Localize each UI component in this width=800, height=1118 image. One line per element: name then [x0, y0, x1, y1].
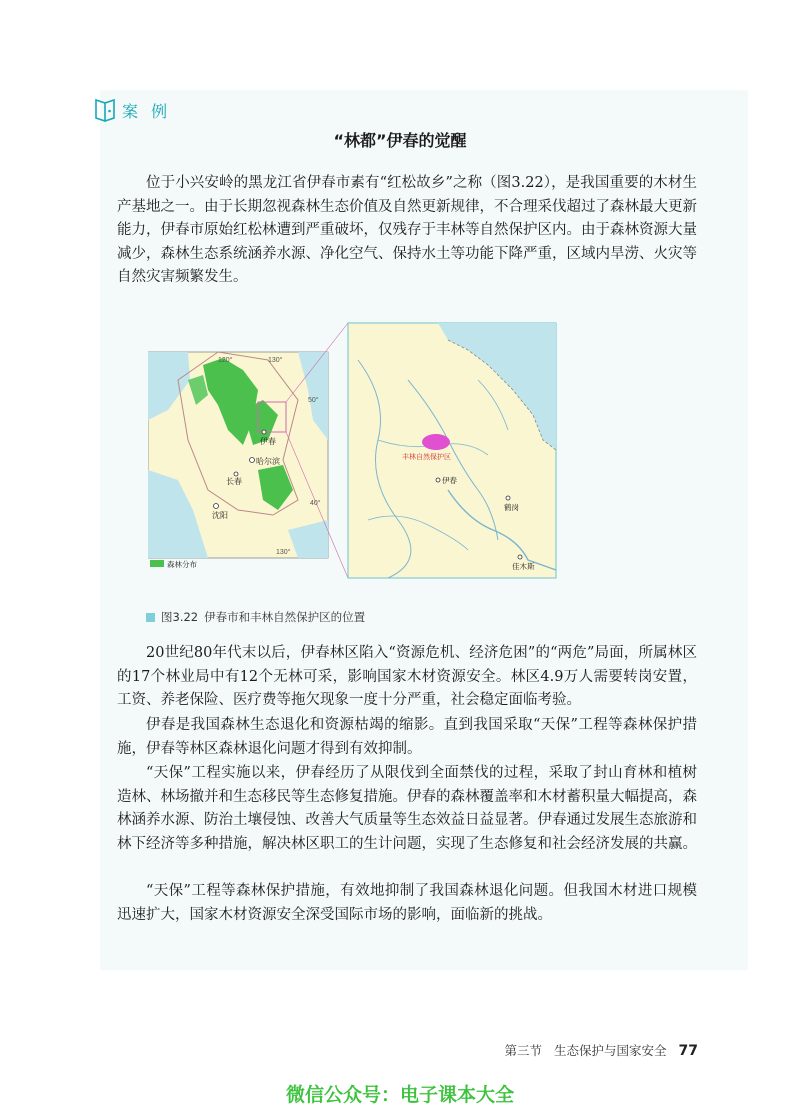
footer-section: 第三节: [504, 1043, 542, 1058]
page-number: 77: [678, 1043, 698, 1059]
label-jiamusi: 佳木斯: [512, 562, 535, 571]
label-lat-50: 50°: [308, 397, 319, 404]
paragraph-epitome: 伊春是我国森林生态退化和资源枯竭的缩影。直到我国采取“天保”工程等森林保护措施，伊春等林区森林退化问题才得到有效抑制。: [117, 717, 697, 757]
label-lon-130-bottom: 130°: [276, 549, 291, 556]
paragraph-restoration: “天保”工程实施以来，伊春经历了从限伐到全面禁伐的过程，采取了封山育林和植树造林、林场撤并和生态移民等生态修复措施。伊春的森林覆盖率和木材蓄积量大幅提高，森林涵养水源、防治土壤侵蚀、改善大气质量等生态效益日益显著。伊春通过发展生态旅游和林下经济等多种措施，解决林区职工的生计问题，实现了生态修复和社会经济发展的共赢。: [117, 765, 697, 852]
label-reserve: 丰林自然保护区: [402, 453, 451, 461]
figure-caption: [146, 609, 365, 625]
book-icon: [94, 97, 116, 123]
paragraph-challenge: “天保”工程等森林保护措施，有效地抑制了我国森林退化问题。但我国木材进口规模迅速扩大，国家木材资源安全深受国际市场的影响，面临新的挑战。: [117, 883, 697, 923]
caption-figure-number: 图3.22: [161, 610, 199, 624]
label-yichun-large: 伊春: [442, 476, 457, 485]
detail-map: [348, 323, 556, 578]
map-figure: [148, 320, 560, 582]
article-title: “林都”伊春的觉醒: [333, 131, 467, 150]
reserve-area: [422, 434, 450, 450]
overview-map: [148, 323, 348, 578]
caption-text: 伊春市和丰林自然保护区的位置: [204, 610, 366, 624]
label-lon-130: 130°: [268, 357, 283, 364]
label-lon-120: 120°: [218, 357, 233, 364]
label-changchun: 长春: [226, 477, 242, 486]
label-lat-40: 40°: [310, 500, 321, 507]
watermark-text: 微信公众号：电子课本大全: [285, 1084, 514, 1106]
label-hegang: 鹤岗: [504, 503, 519, 512]
label-harbin: 哈尔滨: [256, 457, 280, 466]
legend-forest-swatch: [150, 560, 164, 567]
paragraph-intro: 位于小兴安岭的黑龙江省伊春市素有“红松故乡”之称（图3.22），是我国重要的木材生产基地之一。由于长期忽视森林生态价值及自然更新规律，不合理采伐超过了森林最大更新能力，伊春市原始红松林遭到严重破坏，仅残存于丰林等自然保护区内。由于森林资源大量减少，森林生态系统涵养水源、净化空气、保持水土等功能下降严重，区域内旱涝、火灾等自然灾害频繁发生。: [117, 175, 697, 285]
legend-forest-label: 森林分布: [167, 560, 197, 569]
footer-chapter: 生态保护与国家安全: [554, 1043, 667, 1058]
label-shenyang: 沈阳: [212, 511, 228, 520]
page-footer: [504, 1041, 698, 1059]
label-yichun-small: 伊春: [260, 437, 276, 446]
case-header: [94, 96, 171, 124]
paragraph-crisis: 20世纪80年代末以后，伊春林区陷入“资源危机、经济危困”的“两危”局面，所属林区的17个林业局中有12个无林可采，影响国家木材资源安全。林区4.9万人需要转岗安置，工资、养老保险、医疗费等拖欠现象一度十分严重，社会稳定面临考验。: [117, 645, 697, 708]
case-label: 案 例: [122, 101, 172, 121]
caption-marker-icon: [146, 613, 155, 622]
